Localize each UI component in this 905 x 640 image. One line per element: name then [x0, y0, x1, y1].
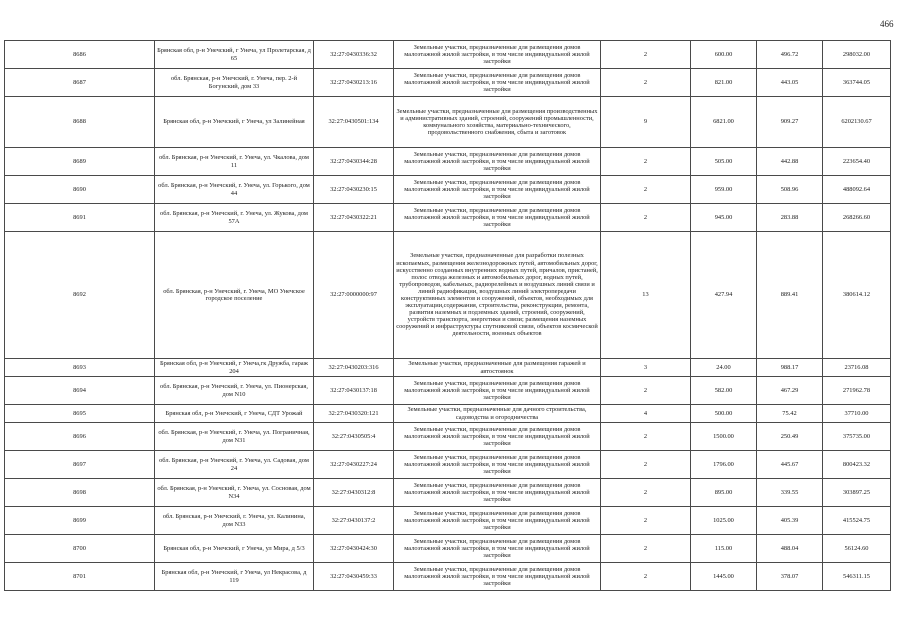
table-row [5, 69, 891, 97]
row-group: 4 [601, 405, 691, 423]
row-cadastral-number: 32:27:0430505:4 [314, 423, 394, 451]
row-land-purpose: Земельные участки, предназначенные для размещения домов малоэтажной жилой застройки, в том числе индивидуальной жилой застройки [394, 204, 601, 232]
table-row [5, 563, 891, 591]
row-address: Брянская обл, р-н Унечский, г Унеча, ул Залинейная [155, 97, 314, 148]
table-row [5, 405, 891, 423]
row-area: 959.00 [691, 176, 757, 204]
row-area: 945.00 [691, 204, 757, 232]
row-unit-rate: 339.55 [757, 479, 823, 507]
row-cadastral-number: 32:27:0430137:18 [314, 377, 394, 405]
row-address: Брянская обл, р-н Унечский, г Унеча, ул Пролетарская, д 65 [155, 41, 314, 69]
row-number: 8687 [5, 69, 155, 97]
row-address: обл. Брянская, р-н Унечский, г. Унеча, ул. Пограничная, дом N31 [155, 423, 314, 451]
row-cadastral-value: 223654.40 [823, 148, 891, 176]
row-area: 6821.00 [691, 97, 757, 148]
row-land-purpose: Земельные участки, предназначенные для размещения домов малоэтажной жилой застройки, в том числе индивидуальной жилой застройки [394, 176, 601, 204]
row-address: обл. Брянская, р-н Унечский, г. Унеча, ул. Пионерская, дом N10 [155, 377, 314, 405]
table-row [5, 423, 891, 451]
row-cadastral-value: 546311.15 [823, 563, 891, 591]
row-number: 8697 [5, 451, 155, 479]
row-group: 2 [601, 507, 691, 535]
row-address: обл. Брянская, р-н Унечский, г. Унеча, ул. Садовая, дом 24 [155, 451, 314, 479]
row-cadastral-value: 375735.00 [823, 423, 891, 451]
row-unit-rate: 445.67 [757, 451, 823, 479]
row-cadastral-value: 488092.64 [823, 176, 891, 204]
row-land-purpose: Земельные участки, предназначенные для размещения гаражей и автостоянок [394, 359, 601, 377]
row-group: 13 [601, 232, 691, 359]
row-number: 8693 [5, 359, 155, 377]
row-unit-rate: 405.39 [757, 507, 823, 535]
row-cadastral-value: 268266.60 [823, 204, 891, 232]
row-cadastral-number: 32:27:0430213:16 [314, 69, 394, 97]
row-unit-rate: 488.04 [757, 535, 823, 563]
row-cadastral-value: 56124.60 [823, 535, 891, 563]
table-row [5, 41, 891, 69]
row-land-purpose: Земельные участки, предназначенные для размещения домов малоэтажной жилой застройки, в том числе индивидуальной жилой застройки [394, 148, 601, 176]
row-unit-rate: 442.88 [757, 148, 823, 176]
row-land-purpose: Земельные участки, предназначенные для разработки полезных ископаемых, размещения железнодорожных путей, автомобильных дорог, искусственно созданных внутренних водных путей, причалов, пристаней, полос отвода железных и автомобильных дорог, водных путей, трубопроводов, кабельных, радиорелейных и воздушных линий связи и линий радиофикации, воздушных линий электропередачи конструктивных элементов и сооружений, объектов, необходимых для эксплуатации,содержания, строительства, реконструкции, ремонта, развития наземных и подземных зданий, строений, сооружений, устройств транспорта, энергетики и связи; размещения наземных сооружений и инфраструктуры спутниковой связи, объектов космической деятельности, военных объектов [394, 232, 601, 359]
table-row [5, 232, 891, 359]
table-row [5, 377, 891, 405]
row-group: 2 [601, 479, 691, 507]
row-cadastral-number: 32:27:0430203:316 [314, 359, 394, 377]
row-area: 24.00 [691, 359, 757, 377]
table-row [5, 204, 891, 232]
row-cadastral-number: 32:27:0430137:2 [314, 507, 394, 535]
row-land-purpose: Земельные участки, предназначенные для дачного строительства, садоводства и огородничества [394, 405, 601, 423]
row-cadastral-number: 32:27:0430344:28 [314, 148, 394, 176]
row-cadastral-number: 32:27:0430230:15 [314, 176, 394, 204]
row-cadastral-value: 415524.75 [823, 507, 891, 535]
page-number: 466 [880, 19, 894, 29]
row-unit-rate: 75.42 [757, 405, 823, 423]
row-address: обл. Брянская, р-н Унечский, г. Унеча, ул. Сосновая, дом N34 [155, 479, 314, 507]
row-number: 8701 [5, 563, 155, 591]
row-cadastral-value: 363744.05 [823, 69, 891, 97]
row-unit-rate: 443.05 [757, 69, 823, 97]
row-cadastral-value: 6202130.67 [823, 97, 891, 148]
table-row [5, 97, 891, 148]
row-cadastral-value: 380614.12 [823, 232, 891, 359]
row-cadastral-number: 32:27:0430336:32 [314, 41, 394, 69]
table-row [5, 479, 891, 507]
row-area: 600.00 [691, 41, 757, 69]
row-group: 2 [601, 204, 691, 232]
row-cadastral-value: 271962.78 [823, 377, 891, 405]
row-group: 2 [601, 41, 691, 69]
row-area: 895.00 [691, 479, 757, 507]
row-number: 8699 [5, 507, 155, 535]
row-land-purpose: Земельные участки, предназначенные для размещения домов малоэтажной жилой застройки, в том числе индивидуальной жилой застройки [394, 563, 601, 591]
row-land-purpose: Земельные участки, предназначенные для размещения домов малоэтажной жилой застройки, в том числе индивидуальной жилой застройки [394, 507, 601, 535]
row-group: 2 [601, 148, 691, 176]
row-cadastral-number: 32:27:0430312:8 [314, 479, 394, 507]
row-area: 821.00 [691, 69, 757, 97]
table-row [5, 535, 891, 563]
row-area: 582.00 [691, 377, 757, 405]
row-address: обл. Брянская, р-н Унечский, г. Унеча, пер. 2-й Богунский, дом 33 [155, 69, 314, 97]
row-number: 8689 [5, 148, 155, 176]
table-row [5, 359, 891, 377]
row-group: 2 [601, 535, 691, 563]
row-area: 1445.00 [691, 563, 757, 591]
row-address: обл. Брянская, р-н Унечский, г. Унеча, ул. Чкалова, дом 11 [155, 148, 314, 176]
row-area: 427.94 [691, 232, 757, 359]
row-cadastral-number: 32:27:0430459:33 [314, 563, 394, 591]
row-unit-rate: 889.41 [757, 232, 823, 359]
row-address: Брянская обл, р-н Унечский, г Унеча, ул Мира, д 5/3 [155, 535, 314, 563]
row-number: 8695 [5, 405, 155, 423]
row-unit-rate: 378.07 [757, 563, 823, 591]
row-land-purpose: Земельные участки, предназначенные для размещения домов малоэтажной жилой застройки, в том числе индивидуальной жилой застройки [394, 69, 601, 97]
table-row [5, 507, 891, 535]
row-area: 1500.00 [691, 423, 757, 451]
cadastral-value-table [4, 40, 891, 591]
row-cadastral-value: 800423.32 [823, 451, 891, 479]
row-land-purpose: Земельные участки, предназначенные для размещения производственных и административных зданий, строений, сооружений промышленности, коммунального хозяйства, материально-технического, продовольственного снабжения, сбыта и заготовок [394, 97, 601, 148]
row-land-purpose: Земельные участки, предназначенные для размещения домов малоэтажной жилой застройки, в том числе индивидуальной жилой застройки [394, 451, 601, 479]
row-unit-rate: 909.27 [757, 97, 823, 148]
row-cadastral-value: 298032.00 [823, 41, 891, 69]
row-number: 8686 [5, 41, 155, 69]
table-row [5, 148, 891, 176]
row-cadastral-number: 32:27:0000000:97 [314, 232, 394, 359]
row-address: обл. Брянская, р-н Унечский, г. Унеча, ул. Жукова, дом 57А [155, 204, 314, 232]
row-unit-rate: 250.49 [757, 423, 823, 451]
row-number: 8692 [5, 232, 155, 359]
row-address: обл. Брянская, р-н Унечский, г. Унеча, ул. Калинина, дом N33 [155, 507, 314, 535]
row-unit-rate: 988.17 [757, 359, 823, 377]
row-group: 9 [601, 97, 691, 148]
row-address: Брянская обл, р-н Унечский, г Унеча,гк Дружба, гараж 204 [155, 359, 314, 377]
row-land-purpose: Земельные участки, предназначенные для размещения домов малоэтажной жилой застройки, в том числе индивидуальной жилой застройки [394, 423, 601, 451]
row-address: Брянская обл, р-н Унечский, г Унеча, СДТ Урожай [155, 405, 314, 423]
row-number: 8698 [5, 479, 155, 507]
table-body [5, 41, 891, 591]
row-cadastral-number: 32:27:0430424:30 [314, 535, 394, 563]
row-group: 2 [601, 451, 691, 479]
row-number: 8694 [5, 377, 155, 405]
row-cadastral-number: 32:27:0430227:24 [314, 451, 394, 479]
row-area: 505.00 [691, 148, 757, 176]
row-area: 1025.00 [691, 507, 757, 535]
row-unit-rate: 508.96 [757, 176, 823, 204]
row-unit-rate: 496.72 [757, 41, 823, 69]
table-row [5, 451, 891, 479]
row-address: Брянская обл, р-н Унечский, г Унеча, ул Некрасова, д 119 [155, 563, 314, 591]
row-cadastral-value: 37710.00 [823, 405, 891, 423]
row-area: 115.00 [691, 535, 757, 563]
row-unit-rate: 283.88 [757, 204, 823, 232]
row-cadastral-number: 32:27:0430501:134 [314, 97, 394, 148]
row-area: 1796.00 [691, 451, 757, 479]
row-number: 8688 [5, 97, 155, 148]
row-group: 2 [601, 563, 691, 591]
row-group: 2 [601, 423, 691, 451]
row-address: обл. Брянская, р-н Унечский, г. Унеча, ул. Горького, дом 44 [155, 176, 314, 204]
row-area: 500.00 [691, 405, 757, 423]
row-number: 8700 [5, 535, 155, 563]
row-group: 2 [601, 377, 691, 405]
row-cadastral-number: 32:27:0430322:21 [314, 204, 394, 232]
row-cadastral-value: 303897.25 [823, 479, 891, 507]
row-number: 8696 [5, 423, 155, 451]
row-cadastral-number: 32:27:0430320:121 [314, 405, 394, 423]
row-land-purpose: Земельные участки, предназначенные для размещения домов малоэтажной жилой застройки, в том числе индивидуальной жилой застройки [394, 479, 601, 507]
row-cadastral-value: 23716.08 [823, 359, 891, 377]
row-unit-rate: 467.29 [757, 377, 823, 405]
table-row [5, 176, 891, 204]
row-group: 3 [601, 359, 691, 377]
row-land-purpose: Земельные участки, предназначенные для размещения домов малоэтажной жилой застройки, в том числе индивидуальной жилой застройки [394, 41, 601, 69]
row-land-purpose: Земельные участки, предназначенные для размещения домов малоэтажной жилой застройки, в том числе индивидуальной жилой застройки [394, 535, 601, 563]
row-number: 8691 [5, 204, 155, 232]
row-number: 8690 [5, 176, 155, 204]
row-land-purpose: Земельные участки, предназначенные для размещения домов малоэтажной жилой застройки, в том числе индивидуальной жилой застройки [394, 377, 601, 405]
row-group: 2 [601, 69, 691, 97]
row-address: обл. Брянская, р-н Унечский, г. Унеча, МО Унечское городское поселение [155, 232, 314, 359]
row-group: 2 [601, 176, 691, 204]
